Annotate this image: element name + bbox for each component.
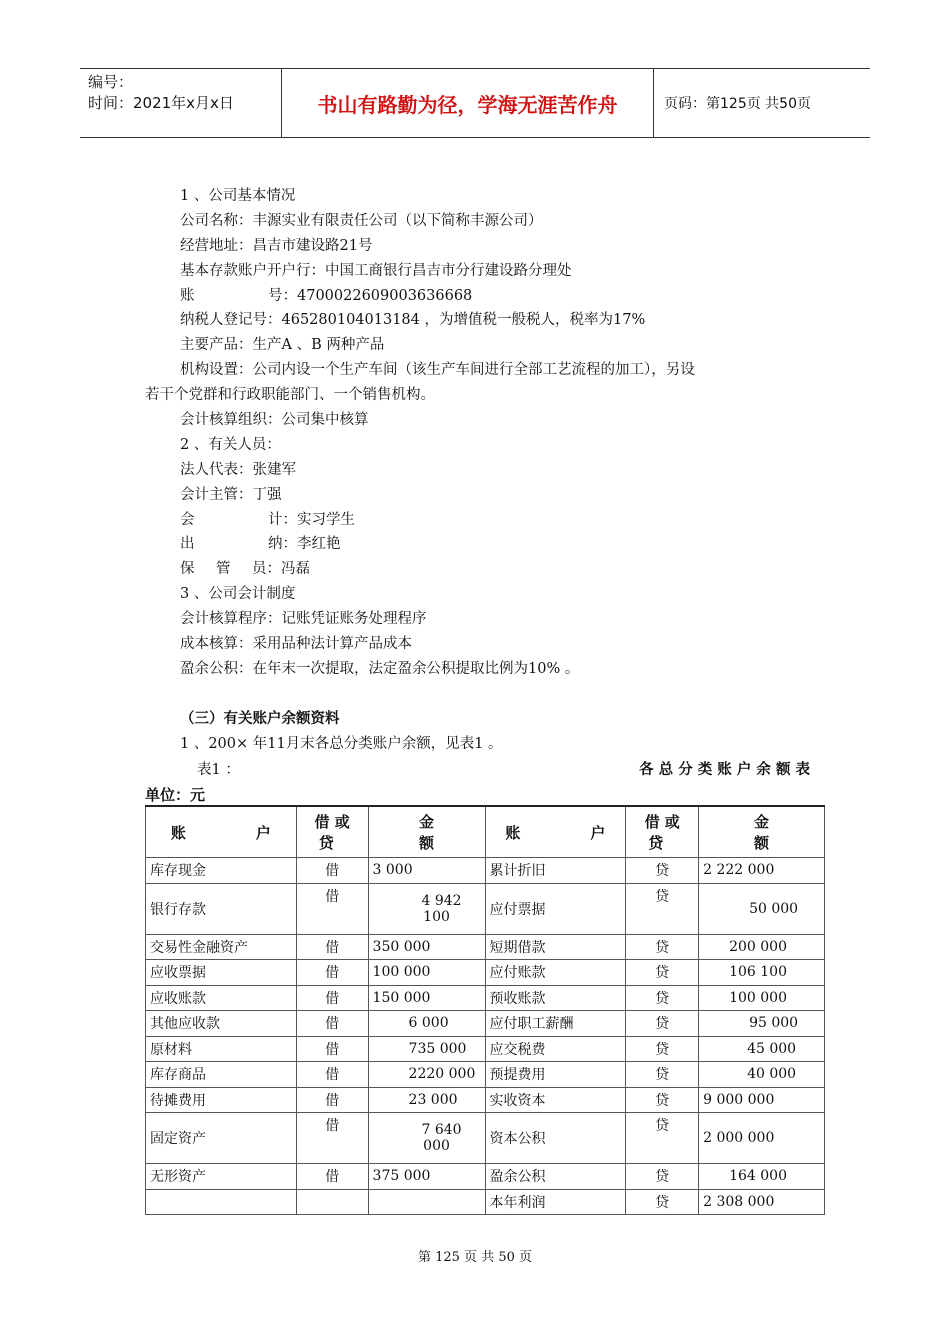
company-name: 公司名称：丰源实业有限责任公司（以下简称丰源公司） [180, 212, 543, 229]
table-row: 应收账款 借 150 000 预收账款 贷 100 000 [146, 985, 825, 1011]
table-title: 各 总 分 类 账 户 余 额 表 [639, 762, 810, 778]
motto: 书山有路勤为径，学海无涯苦作舟 [317, 92, 618, 117]
tax-info: 纳税人登记号：465280104013184 ，为增值税一般税人，税率为17% [180, 312, 646, 329]
surplus-reserve: 盈余公积：在年末一次提取，法定盈余公积提取比例为10% 。 [180, 660, 580, 677]
page-info: 页码：第125页 共50页 [664, 96, 811, 112]
header-dc: 借 或 贷 [296, 806, 368, 858]
header-account: 账 户 [146, 806, 297, 858]
document-body [145, 184, 815, 756]
table-header-row [146, 806, 825, 858]
balance-intro: 1 、200× 年11月末各总分类账户余额，见表1 。 [180, 735, 503, 752]
section-2-heading: 2 、有关人员： [180, 436, 281, 453]
table-row: 库存商品 借 2220 000 预提费用 贷 40 000 [146, 1062, 825, 1088]
table-caption [145, 758, 810, 779]
section-3-heading: 3 、公司会计制度 [180, 586, 296, 603]
account-label: 账 [180, 287, 195, 304]
table-row: 原材料 借 735 000 应交税费 贷 45 000 [146, 1036, 825, 1062]
cashier [145, 532, 815, 557]
account-number [145, 284, 815, 309]
accounting-supervisor: 会计主管：丁强 [180, 486, 282, 503]
accountant-label: 会 [180, 511, 195, 528]
keeper [145, 557, 815, 582]
table-row: 固定资产 借 7 640 000 资本公积 贷 2 000 000 [146, 1113, 825, 1164]
cashier-label: 出 [180, 536, 195, 553]
header-meta [80, 69, 282, 137]
spacer [145, 682, 815, 707]
page-footer: 第 125 页 共 50 页 [417, 1250, 533, 1265]
accounting-procedure: 会计核算程序：记账凭证账务处理程序 [180, 611, 427, 628]
bank-info: 基本存款账户开户行：中国工商银行昌吉市分行建设路分理处 [180, 262, 572, 279]
account-value: 号：4700022609003636668 [268, 287, 473, 304]
table-row: 应收票据 借 100 000 应付账款 贷 106 100 [146, 960, 825, 986]
table-row: 银行存款 借 4 942 100 应付票据 贷 50 000 [146, 883, 825, 934]
accountant [145, 508, 815, 533]
company-address: 经营地址：昌吉市建设路21号 [180, 237, 373, 254]
table-label: 表1 ： [197, 762, 240, 778]
time-label: 时间：2021年x月x日 [88, 94, 234, 112]
header-amount-2: 金 额 [699, 806, 825, 858]
header-account-2: 账 户 [485, 806, 626, 858]
header-motto-cell [282, 69, 654, 137]
keeper-label-1: 保 [180, 561, 195, 578]
table-row: 库存现金 借 3 000 累计折旧 贷 2 222 000 [146, 858, 825, 884]
table-row: 本年利润 贷 2 308 000 [146, 1189, 825, 1215]
table-row: 其他应收款 借 6 000 应付职工薪酬 贷 95 000 [146, 1011, 825, 1037]
keeper-label-2: 管 [216, 561, 231, 578]
accounting-org: 会计核算组织：公司集中核算 [180, 412, 369, 429]
table-row: 无形资产 借 375 000 盈余公积 贷 164 000 [146, 1164, 825, 1190]
table-row: 待摊费用 借 23 000 实收资本 贷 9 000 000 [146, 1087, 825, 1113]
cashier-value: 纳：李红艳 [268, 536, 341, 553]
accountant-value: 计：实习学生 [268, 511, 355, 528]
org-line-2: 若干个党群和行政职能部门、一个销售机构。 [145, 387, 435, 404]
number-label: 编号： [88, 73, 134, 91]
cost-accounting: 成本核算：采用品种法计算产品成本 [180, 636, 412, 653]
unit-label: 单位：元 [145, 786, 206, 804]
org-line-1: 机构设置：公司内设一个生产车间（该生产车间进行全部工艺流程的加工），另设 [180, 362, 695, 379]
header-dc-2: 借 或 贷 [626, 806, 699, 858]
table-row: 交易性金融资产 借 350 000 短期借款 贷 200 000 [146, 934, 825, 960]
keeper-value: 员：冯磊 [252, 561, 310, 578]
section-third-heading: （三）有关账户余额资料 [180, 709, 340, 727]
legal-representative: 法人代表：张建军 [180, 461, 296, 478]
page-header [80, 68, 870, 138]
products: 主要产品：生产A 、B 两种产品 [180, 337, 385, 354]
section-1-heading: 1 、公司基本情况 [180, 188, 296, 204]
balance-table [145, 805, 825, 1215]
header-page-info [654, 69, 870, 137]
header-amount: 金 额 [368, 806, 485, 858]
